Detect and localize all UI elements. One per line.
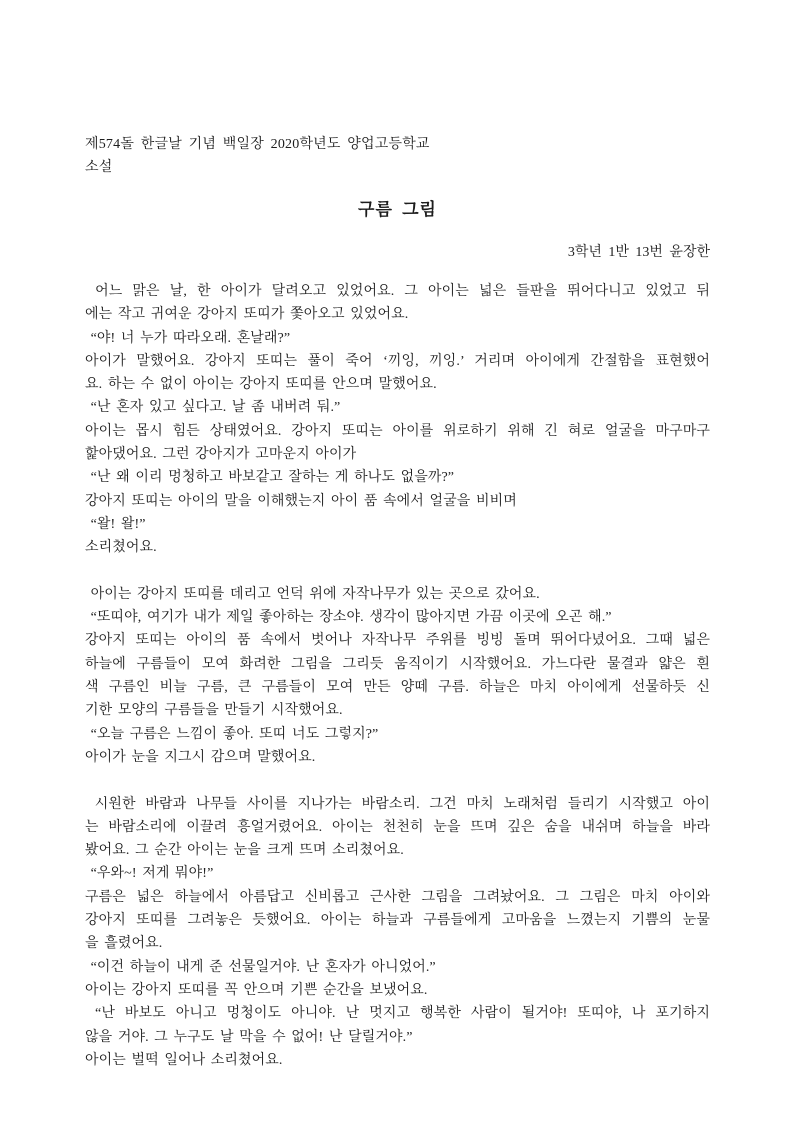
body-line: 구름은 넓은 하늘에서 아름답고 신비롭고 근사한 그림을 그려놨어요. 그 그림은 마치 아이와 (85, 889, 710, 905)
body-line: “오늘 구름은 느낌이 좋아. 또띠 너도 그렇지?” (85, 726, 379, 742)
contest-header-line: 제574돌 한글날 기념 백일장 2020학년도 양업고등학교 (85, 137, 430, 152)
document-body (85, 280, 710, 1072)
body-line: 하늘에 구름들이 모여 화려한 그림을 그리듯 움직이기 시작했어요. 가느다란 물결과 얇은 흰 (85, 656, 710, 672)
body-line: “이건 하늘이 내게 준 선물일거야. 난 혼자가 아니었어.” (85, 959, 436, 975)
author-line: 3학년 1반 13번 윤장한 (567, 245, 710, 260)
paragraph (85, 793, 710, 1073)
body-line: “또띠야, 여기가 내가 제일 좋아하는 장소야. 생각이 많아지면 가끔 이곳에 오곤 해.” (85, 610, 612, 626)
body-line: 아이는 강아지 또띠를 꼭 안으며 기쁜 순간을 보냈어요. (85, 982, 428, 998)
body-line: 강아지 또띠는 아이의 품 속에서 벗어나 자작나무 주위를 빙빙 돌며 뛰어다녔어요. 그때 넓은 (85, 633, 710, 649)
body-line: 강아지 또띠는 아이의 말을 이해했는지 아이 품 속에서 얼굴을 비비며 (85, 493, 517, 509)
body-line: “우와~! 저게 뭐야!” (85, 866, 214, 882)
body-line: 어느 맑은 날, 한 아이가 달려오고 있었어요. 그 아이는 넓은 들판을 뛰어다니고 있었고 뒤 (85, 284, 710, 299)
body-line: 색 구름인 비늘 구름, 큰 구름들이 모여 만든 양떼 구름. 하늘은 마치 아이에게 선물하듯 신 (85, 680, 710, 696)
body-line: 아이가 말했어요. 강아지 또띠는 풀이 죽어 ‘끼잉, 끼잉.’ 거리며 아이에게 간절함을 표현했어 (85, 353, 710, 369)
body-line: 에는 작고 귀여운 강아지 또띠가 쫓아오고 있었어요. (85, 307, 409, 323)
body-line: 봤어요. 그 순간 아이는 눈을 크게 뜨며 소리쳤어요. (85, 843, 404, 859)
body-line: “난 혼자 있고 싶다고. 날 좀 내버려 둬.” (85, 400, 341, 416)
page-title: 구름 그림 (358, 200, 437, 219)
body-line: 아이는 벌떡 일어나 소리쳤어요. (85, 1052, 283, 1068)
paragraph (85, 280, 710, 560)
body-line: “야! 너 누가 따라오래. 혼날래?” (85, 330, 291, 346)
body-line: 을 흘렸어요. (85, 936, 163, 952)
body-line: “난 바보도 아니고 멍청이도 아니야. 난 멋지고 행복한 사람이 될거야! 또띠야, 나 포기하지 (85, 1006, 710, 1022)
body-line: 아이는 강아지 또띠를 데리고 언덕 위에 자작나무가 있는 곳으로 갔어요. (85, 586, 540, 602)
body-line: 않을 거야. 그 누구도 날 막을 수 없어! 난 달릴거야.” (85, 1029, 413, 1045)
body-line: 요. 하는 수 없이 아이는 강아지 또띠를 안으며 말했어요. (85, 377, 437, 393)
body-line: 는 바람소리에 이끌려 흥얼거렸어요. 아이는 천천히 눈을 뜨며 깊은 숨을 내쉬며 하늘을 바라 (85, 819, 710, 835)
body-line: 소리쳤어요. (85, 540, 157, 556)
body-line: 기한 모양의 구름들을 만들기 시작했어요. (85, 703, 343, 719)
body-line: 시원한 바람과 나무들 사이를 지나가는 바람소리. 그건 마치 노래처럼 들리기 시작했고 아이 (85, 796, 710, 812)
body-line: 아이가 눈을 지그시 감으며 말했어요. (85, 749, 316, 765)
body-line: 아이는 몹시 힘든 상태였어요. 강아지 또띠는 아이를 위로하기 위해 긴 혀로 얼굴을 마구마구 (85, 423, 710, 439)
body-line: 핥아댔어요. 그런 강아지가 고마운지 아이가 (85, 447, 357, 463)
body-line: “왈! 왈!” (85, 516, 146, 532)
body-line: “난 왜 이리 멍청하고 바보같고 잘하는 게 하나도 없을까?” (85, 470, 455, 486)
genre-label: 소설 (85, 160, 113, 175)
body-line: 강아지 또띠를 그려놓은 듯했어요. 아이는 하늘과 구름들에게 고마움을 느꼈는지 기쁨의 눈물 (85, 913, 710, 929)
document-header (85, 133, 710, 179)
paragraph (85, 583, 710, 769)
